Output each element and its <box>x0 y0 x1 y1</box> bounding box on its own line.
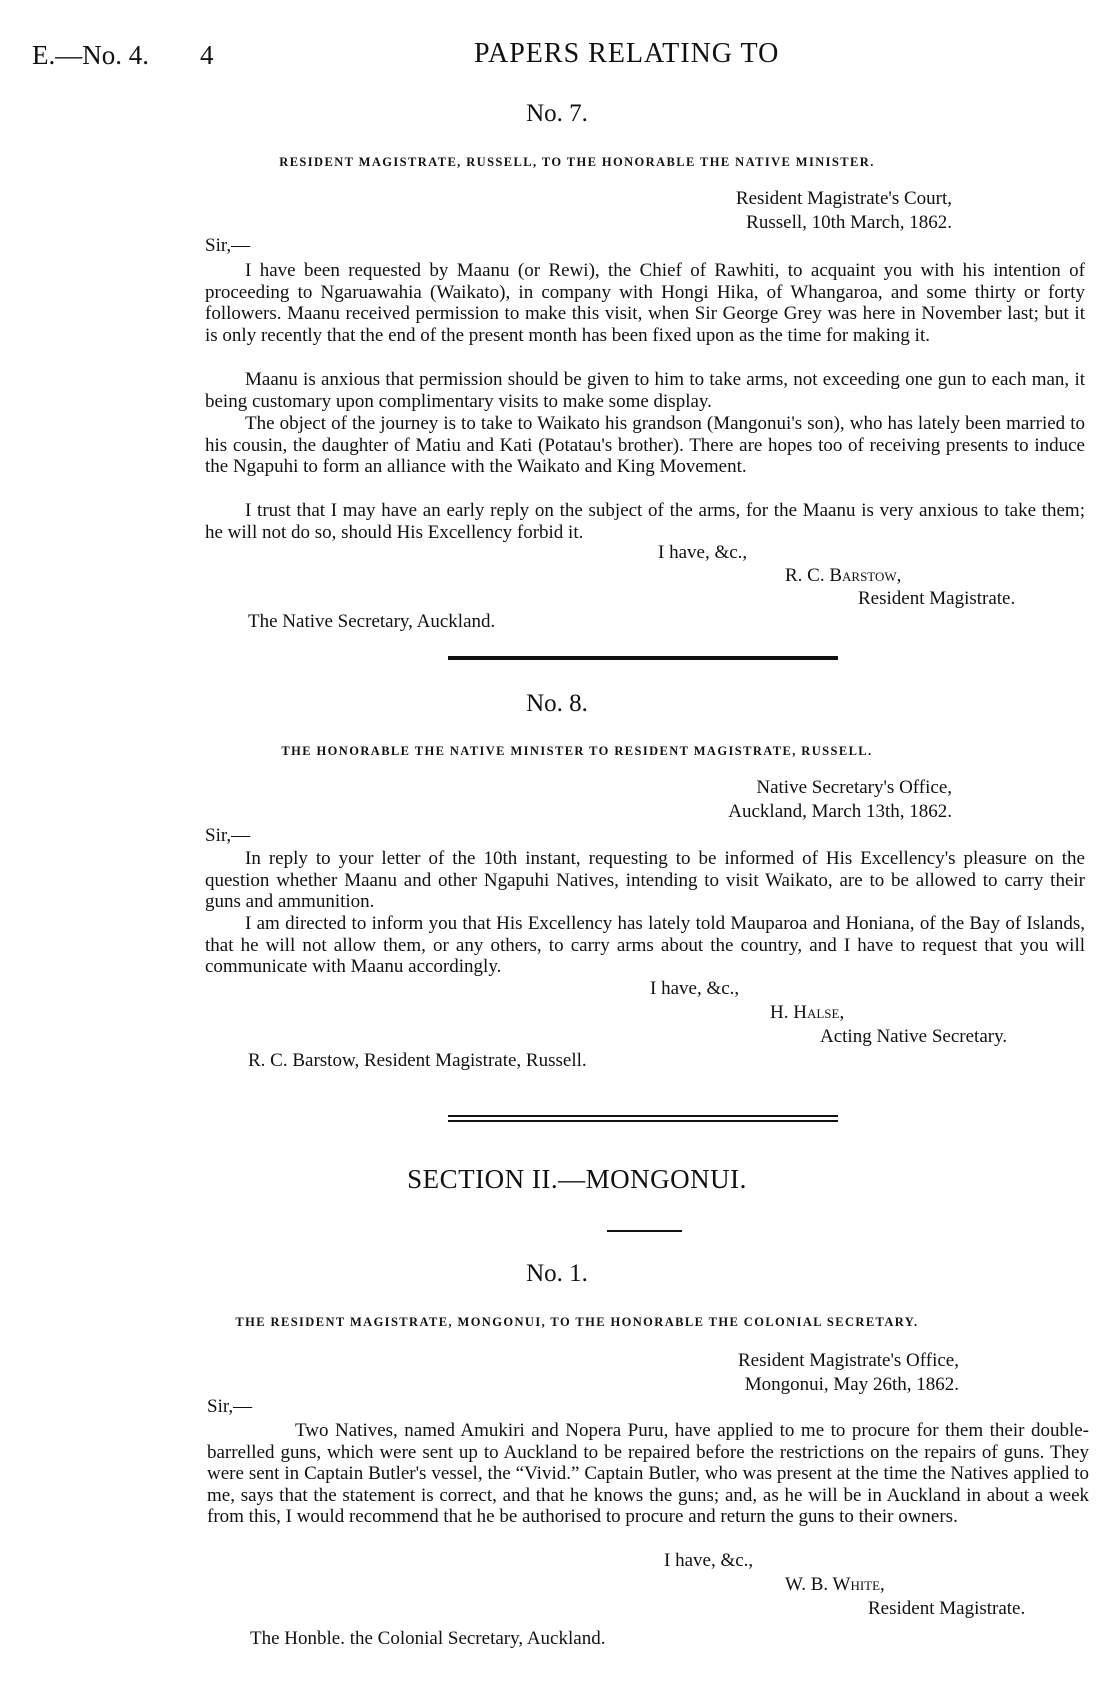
running-title: PAPERS RELATING TO <box>474 38 780 69</box>
letter-addressee: The Native Secretary, Auckland. <box>248 611 496 632</box>
letter-number: No. 7. <box>526 100 588 127</box>
letter-closing: I have, &c., <box>664 1550 754 1571</box>
page-number: 4 <box>200 40 214 70</box>
letter-address-line: Resident Magistrate's Office, <box>738 1350 959 1371</box>
letter-number: No. 1. <box>526 1260 588 1287</box>
section-heading: SECTION II.—MONGONUI. <box>407 1164 747 1194</box>
document-reference: E.—No. 4. <box>32 40 149 70</box>
letter-caption: THE RESIDENT MAGISTRATE, MONGONUI, TO THE HONORABLE THE COLONIAL SECRETARY. <box>235 1315 919 1329</box>
letter-paragraph: The object of the journey is to take to Waikato his grandson (Mangonui's son), who has lately been married to his cousin, the daughter of Matiu and Kati (Potatau's brother). There are hopes too of receiving presents to induce the Ngapuhi to form an alliance with the Waikato and King Movement. <box>205 413 1085 478</box>
letter-caption: RESIDENT MAGISTRATE, RUSSELL, TO THE HONORABLE THE NATIVE MINISTER. <box>279 155 875 169</box>
letter-addressee: The Honble. the Colonial Secretary, Auckland. <box>250 1628 606 1649</box>
signatory-title: Acting Native Secretary. <box>820 1026 1008 1047</box>
salutation: Sir,— <box>207 1396 253 1417</box>
signatory-name: W. B. White, <box>785 1574 885 1595</box>
salutation: Sir,— <box>205 825 251 846</box>
letter-paragraph: I have been requested by Maanu (or Rewi), the Chief of Rawhiti, to acquaint you with his intention of proceeding to Ngaruawahia (Waikato), in company with Hongi Hika, of Whangaroa, and some thirty or forty followers. Maanu received permission to make this visit, when Sir George Grey was here in November last; but it is only recently that the end of the present month has been fixed upon as the time for making it. <box>205 260 1085 346</box>
salutation: Sir,— <box>205 235 251 256</box>
letter-paragraph: In reply to your letter of the 10th instant, requesting to be informed of His Excellency's pleasure on the question whether Maanu and other Ngapuhi Natives, intending to visit Waikato, are to be allowed to carry their guns and ammunition. <box>205 848 1085 913</box>
letter-number: No. 8. <box>526 690 588 717</box>
letter-date-line: Mongonui, May 26th, 1862. <box>744 1374 959 1395</box>
letter-address-line: Native Secretary's Office, <box>756 777 952 798</box>
signatory-title: Resident Magistrate. <box>868 1598 1026 1619</box>
letter-caption: THE HONORABLE THE NATIVE MINISTER TO RESIDENT MAGISTRATE, RUSSELL. <box>281 744 873 758</box>
separator-rule <box>448 1120 838 1122</box>
letter-date-line: Russell, 10th March, 1862. <box>746 212 952 233</box>
letter-addressee: R. C. Barstow, Resident Magistrate, Russell. <box>248 1050 587 1071</box>
signatory-title: Resident Magistrate. <box>858 588 1016 609</box>
separator-rule <box>448 1115 838 1117</box>
letter-date-line: Auckland, March 13th, 1862. <box>728 801 952 822</box>
letter-paragraph: I am directed to inform you that His Excellency has lately told Mauparoa and Honiana, of the Bay of Islands, that he will not allow them, or any others, to carry arms about the country, and I have to request that you will communicate with Maanu accordingly. <box>205 913 1085 978</box>
letter-closing: I have, &c., <box>650 978 740 999</box>
letter-paragraph: I trust that I may have an early reply on the subject of the arms, for the Maanu is very anxious to take them; he will not do so, should His Excellency forbid it. <box>205 500 1085 543</box>
letter-paragraph: Two Natives, named Amukiri and Nopera Puru, have applied to me to procure for them their double-barrelled guns, which were sent up to Auckland to be repaired before the restrictions on the repairs of guns. They were sent in Captain Butler's vessel, the “Vivid.” Captain Butler, who was present at the time the Natives applied to me, says that the statement is correct, and that he knows the guns; and, as he will be in Auckland in about a week from this, I would recommend that he be authorised to procure and return the guns to their owners. <box>207 1420 1089 1528</box>
signatory-name: R. C. Barstow, <box>785 565 902 586</box>
separator-rule <box>448 656 838 660</box>
letter-paragraph: Maanu is anxious that permission should be given to him to take arms, not exceeding one gun to each man, it being customary upon complimentary visits to make some display. <box>205 369 1085 412</box>
letter-closing: I have, &c., <box>658 542 748 563</box>
separator-rule <box>607 1230 682 1232</box>
letter-address-line: Resident Magistrate's Court, <box>735 188 952 209</box>
signatory-name: H. Halse, <box>770 1002 845 1023</box>
